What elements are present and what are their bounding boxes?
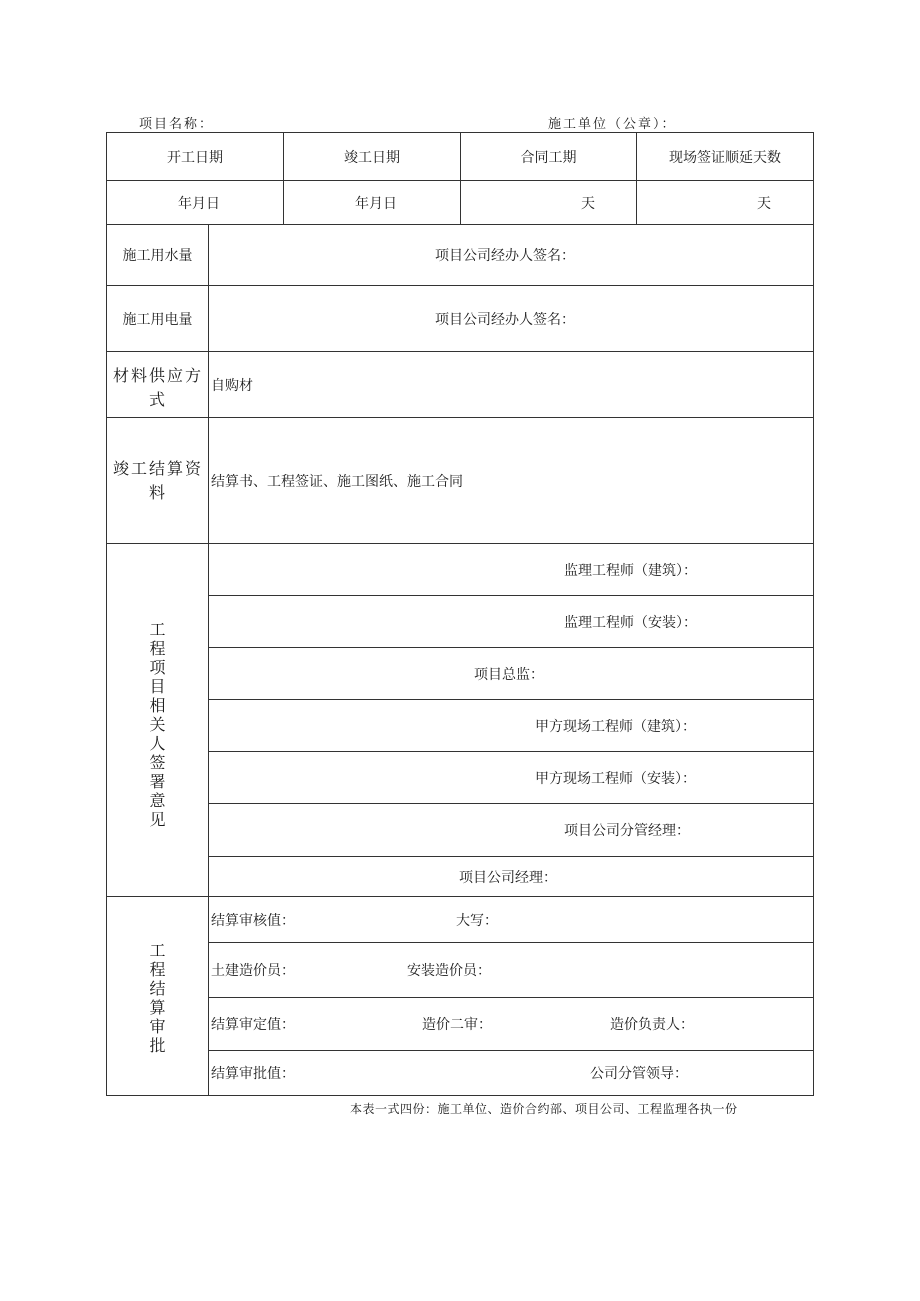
extension-days-header: 现场签证顺延天数 bbox=[669, 149, 781, 166]
material-supply-value: 自购材 bbox=[211, 377, 253, 394]
settlement-approval-label: 工 程 结 算 审 批 bbox=[149, 941, 166, 1055]
extension-days-value: 天 bbox=[757, 195, 771, 212]
supervisor-install-sign: 监理工程师（安装）： bbox=[564, 614, 697, 631]
start-date-header: 开工日期 bbox=[167, 149, 223, 166]
cost-head-label: 造价负责人： bbox=[610, 1017, 694, 1033]
water-usage-label: 施工用水量 bbox=[122, 248, 193, 264]
company-manager-sign: 项目公司经理： bbox=[459, 869, 557, 886]
contractor-seal-label: 施工单位（公章）： bbox=[548, 117, 677, 132]
completion-date-header: 竣工日期 bbox=[344, 149, 400, 166]
owner-engineer-install-sign: 甲方现场工程师（安装）： bbox=[535, 770, 696, 787]
fixed-value-label: 结算审定值： bbox=[211, 1017, 295, 1033]
copies-note: 本表一式四份：施工单位、造价合约部、项目公司、工程监理各执一份 bbox=[350, 1102, 738, 1116]
power-signature-label: 项目公司经办人签名： bbox=[435, 311, 575, 328]
approved-value-label: 结算审批值： bbox=[211, 1066, 295, 1082]
review-value-label: 结算审核值： bbox=[211, 912, 295, 929]
owner-engineer-civil-sign: 甲方现场工程师（建筑）： bbox=[535, 718, 696, 735]
deputy-manager-sign: 项目公司分管经理： bbox=[564, 823, 690, 839]
install-estimator-label: 安装造价员： bbox=[407, 963, 491, 979]
material-supply-label: 材料供应方 式 bbox=[112, 366, 203, 409]
chief-supervisor-sign: 项目总监： bbox=[474, 666, 544, 683]
settlement-docs-value: 结算书、工程签证、施工图纸、施工合同 bbox=[211, 473, 463, 490]
company-leader-label: 公司分管领导： bbox=[590, 1066, 688, 1082]
start-date-value: 年月日 bbox=[178, 195, 220, 212]
supervisor-civil-sign: 监理工程师（建筑）： bbox=[564, 562, 697, 579]
contract-period-value: 天 bbox=[581, 195, 595, 212]
second-review-label: 造价二审： bbox=[422, 1017, 492, 1033]
civil-estimator-label: 土建造价员： bbox=[211, 963, 295, 979]
contract-period-header: 合同工期 bbox=[520, 149, 577, 166]
water-signature-label: 项目公司经办人签名： bbox=[435, 248, 575, 264]
completion-date-value: 年月日 bbox=[355, 195, 397, 212]
project-name-label: 项目名称： bbox=[139, 117, 215, 132]
signature-opinions-label: 工 程 项 目 相 关 人 签 署 意 见 bbox=[149, 620, 166, 829]
capital-amount-label: 大写： bbox=[456, 912, 498, 929]
settlement-docs-label: 竣工结算资 料 bbox=[112, 459, 203, 502]
power-usage-label: 施工用电量 bbox=[122, 311, 193, 328]
